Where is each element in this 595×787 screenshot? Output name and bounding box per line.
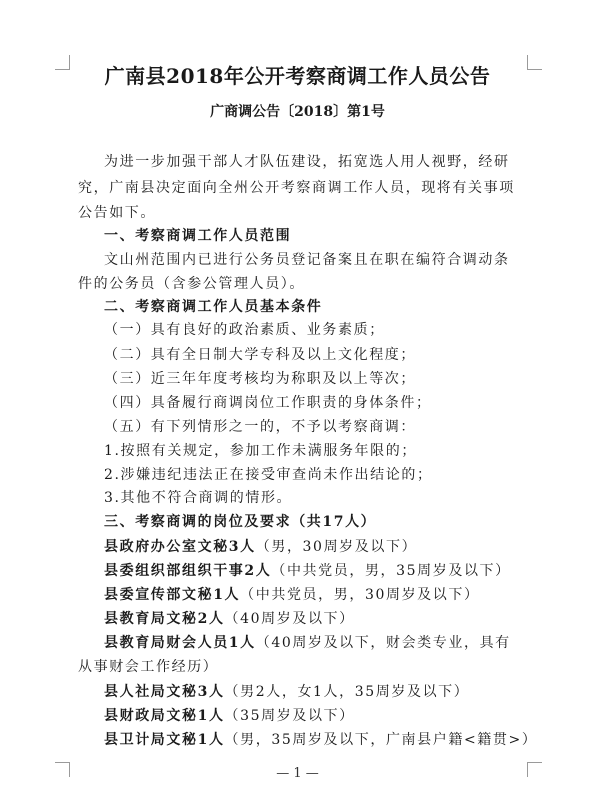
condition-item: （二）具有全日制大学专科及以上文化程度；: [104, 347, 416, 363]
position-row: [104, 730, 537, 750]
position-name: 县教育局财会人员1人: [104, 635, 256, 651]
position-name: 县委组织部组织干事2人: [104, 563, 272, 579]
section-1-line-2: 件的公务员（含参公管理人员）。: [78, 276, 305, 292]
exclusion-item: 1.按照有关规定，参加工作未满服务年限的；: [104, 443, 417, 459]
position-name: 县卫计局文秘1人: [104, 732, 225, 748]
position-requirement: （40周岁及以下，财会类专业，具有: [255, 635, 511, 651]
exclusion-item: 2.涉嫌违纪违法正在接受审查尚未作出结论的；: [104, 467, 433, 483]
document-title: 广南县2018年公开考察商调工作人员公告: [104, 64, 491, 88]
position-name: 县政府办公室文秘3人: [104, 539, 256, 555]
condition-item: （五）有下列情形之一的，不予以考察商调：: [104, 419, 416, 435]
intro-line-3: 公告如下。: [78, 205, 156, 221]
position-requirement: （中共党员，男，30周岁及以下）: [240, 587, 480, 603]
position-requirement: （中共党员，男，35周岁及以下）: [271, 563, 511, 579]
document-number: 广商调公告〔2018〕第1号: [210, 104, 385, 120]
section-2-heading: 二、考察商调工作人员基本条件: [104, 299, 323, 315]
position-row: [104, 585, 480, 605]
position-requirement: （男，30周岁及以下）: [255, 539, 418, 555]
position-requirement: （男2人，女1人，35周岁及以下）: [224, 684, 470, 700]
position-row: [104, 537, 417, 557]
section-1-line-1: 文山州范围内已进行公务员登记备案且在职在编符合调动条: [104, 252, 510, 268]
position-name: 县人社局文秘3人: [104, 684, 225, 700]
position-name: 县教育局文秘2人: [104, 611, 225, 627]
position-row: [104, 561, 511, 581]
position-requirement: （男，35周岁及以下，广南县户籍<籍贯>）: [224, 732, 538, 748]
intro-line-1: 为进一步加强干部人才队伍建设，拓宽选人用人视野，经研: [104, 154, 510, 170]
position-row: [104, 706, 355, 726]
intro-line-2: 究，广南县决定面向全州公开考察商调工作人员，现将有关事项: [78, 180, 515, 196]
condition-item: （一）具有良好的政治素质、业务素质；: [104, 322, 385, 338]
position-name: 县委宣传部文秘1人: [104, 587, 241, 603]
section-1-heading: 一、考察商调工作人员范围: [104, 228, 292, 244]
condition-item: （四）具备履行商调岗位工作职责的身体条件；: [104, 395, 432, 411]
position-name: 县财政局文秘1人: [104, 708, 225, 724]
position-row: [104, 609, 355, 629]
condition-item: （三）近三年年度考核均为称职及以上等次；: [104, 371, 416, 387]
position-row: [104, 682, 469, 702]
position-row: [104, 633, 511, 653]
position-requirement: （40周岁及以下）: [224, 611, 355, 627]
section-3-heading: 三、考察商调的岗位及要求（共17人）: [104, 514, 377, 530]
position-requirement-continued: 从事财会工作经历）: [78, 659, 219, 675]
exclusion-item: 3.其他不符合商调的情形。: [104, 490, 293, 506]
page-number: — 1 —: [276, 766, 319, 781]
position-requirement: （35周岁及以下）: [224, 708, 355, 724]
